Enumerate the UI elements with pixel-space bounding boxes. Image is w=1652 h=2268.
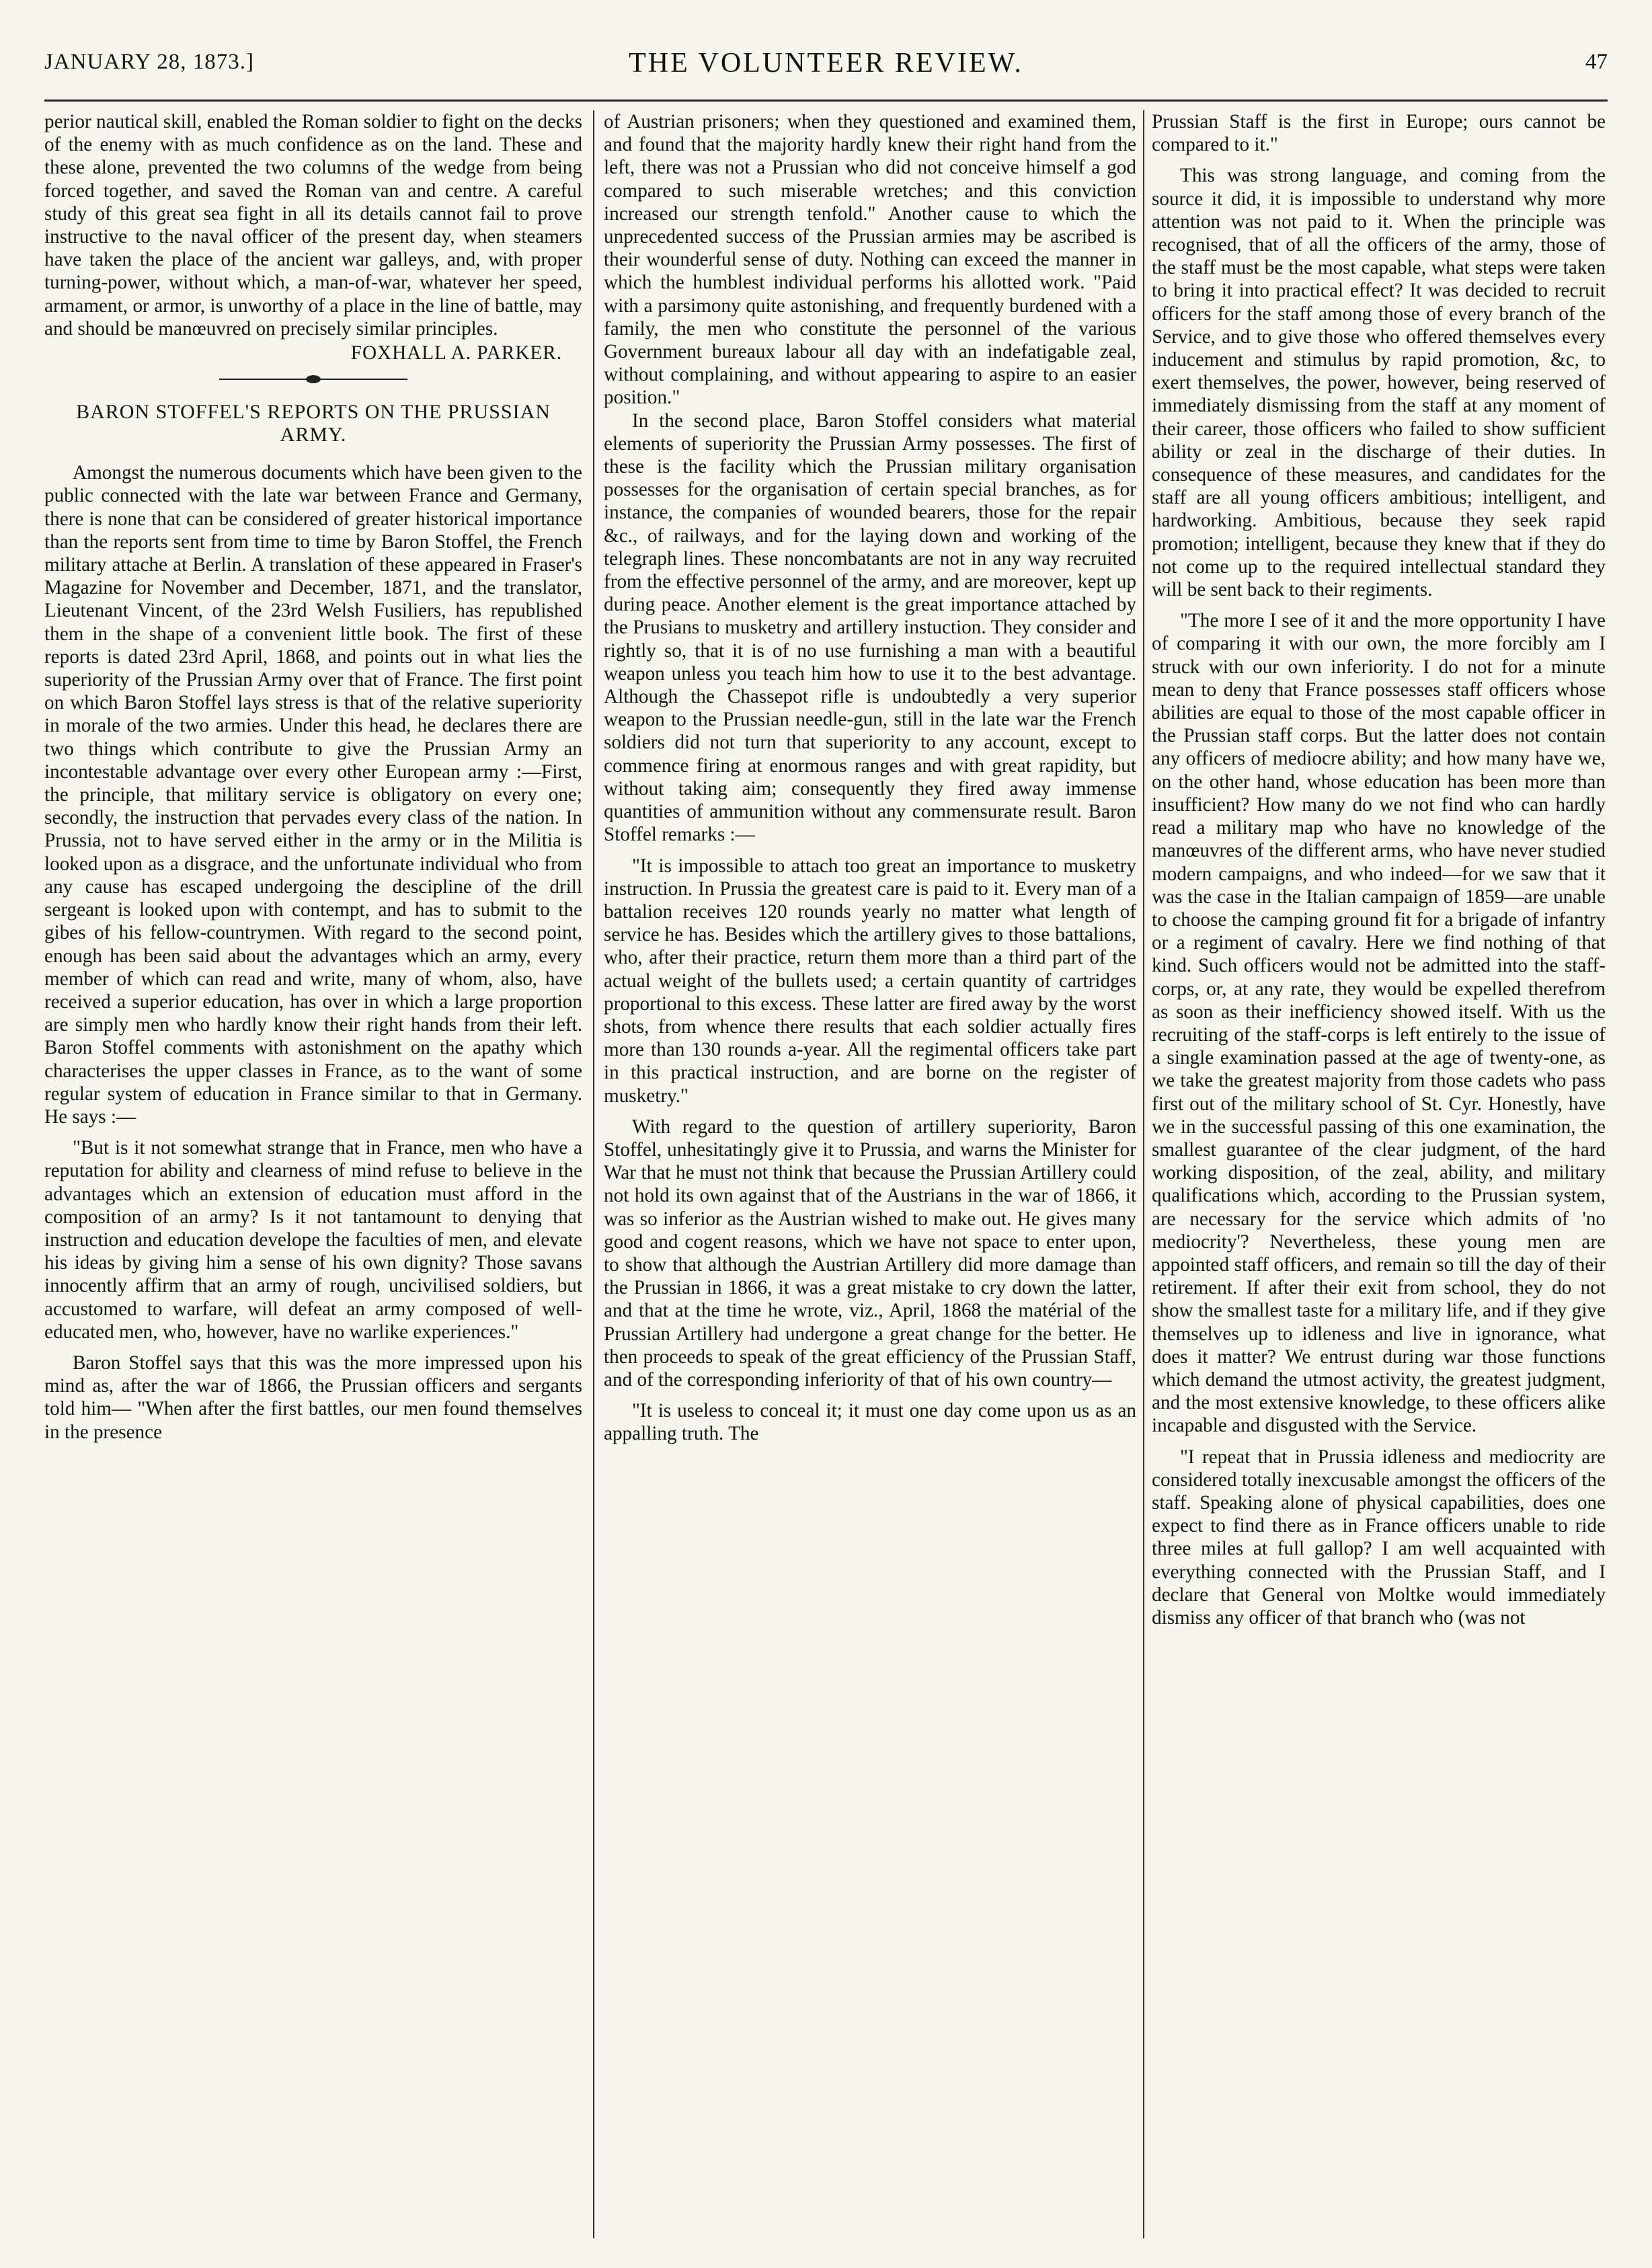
paragraph: perior nautical skill, enabled the Roman soldier to fight on the decks of the enemy with as much confidence as on the land. These and these alone, prevented the two columns of the wedge from being forced together, and saved the Roman van and centre. A careful study of this great sea fight in all its details cannot fail to prove instructive to the naval officer of the present day, when steamers have taken the place of the ancient war galleys, and, with proper turning-power, without which, a man-of-war, whatever her speed, armament, or armor, is unworthy of a place in the line of battle, may and should be manœuvred on precisely similar principles.: [44, 111, 582, 340]
paragraph: This was strong language, and coming from the source it did, it is impossible to understand why more attention was not paid to it. When the principle was recognised, that of all the officers of the army, those of the staff must be the most capable, what steps were taken to bring it into practical effect? It was decided to recruit officers for the staff among those of every branch of the Service, and to give those who offered themselves every inducement and stimulus by rapid promotion, &c, to exert themselves, the power, however, being reserved of immediately dismissing from the staff at any moment of their career, those officers who failed to show sufficient ability or zeal in the discharge of their duties. In consequence of these measures, and candidates for the staff are all young officers ambitious; intelligent, and hardworking. Ambitious, because they seek rapid promotion; intelligent, because they knew that if they do not come up to the required intellectual standard they will be sent back to their regiments.: [1152, 165, 1606, 601]
quote-paragraph: "I repeat that in Prussia idleness and mediocrity are considered totally inexcusable amongst the officers of the staff. Speaking alone of physical capabilities, does one expect to find there as in France officers unable to ride three miles at full gallop? I am well acquainted with everything connected with the Prussian Staff, and I declare that General von Moltke would immediately dismiss any officer of that branch who (was not: [1152, 1446, 1606, 1629]
quote-paragraph: "But is it not somewhat strange that in France, men who have a reputation for ability and clearness of mind refuse to believe in the advantages which an extension of education must afford in the composition of an army? Is it not tantamount to denying that instruction and education develope the faculties of men, and elevate his ideas by giving him a sense of his own dignity? Those savans innocently affirm that an army of rough, uncivilised soldiers, but accustomed to warfare, will defeat an army composed of well-educated men, who, however, have no warlike experiences.": [44, 1137, 582, 1343]
signature: FOXHALL A. PARKER.: [350, 342, 562, 364]
paragraph: Amongst the numerous documents which have been given to the public connected with the late war between France and Germany, there is none that can be considered of greater historical importance than the reports sent from time to time by Baron Stoffel, the French military attache at Berlin. A translation of these appeared in Fraser's Magazine for November and December, 1871, and the translator, Lieutenant Vincent, of the 23rd Welsh Fusiliers, has republished them in the shape of a convenient little book. The first of these reports is dated 23rd April, 1868, and points out in what lies the superiority of the Prussian Army over that of France. The first point on which Baron Stoffel lays stress is that of the relative superiority in morale of the two armies. Under this head, he declares there are two things which contribute to give the Prussian Army an incontestable advantage over every other European army :—First, the principle, that military service is obligatory on every one; secondly, the instruction that pervades every class of the nation. In Prussia, not to have served either in the army or in the Militia is looked upon as a disgrace, and the unfortunate individual who from any cause has escaped undergoing the descipline of the drill sergeant is looked upon with contempt, and has to submit to the gibes of his fellow-countrymen. With regard to the second point, enough has been said about the advantages which an army, every member of which can read and write, many of whom, also, have received a superior education, has over in which a large proportion are simply men who hardly know their right hands from their left. Baron Stoffel comments with astonishment on the apathy which characterises the upper classes in France, as to the want of some regular system of education in France similar to that in Germany. He says :—: [44, 462, 582, 1128]
header-date: JANUARY 28, 1873.]: [44, 50, 254, 74]
article-title: BARON STOFFEL'S REPORTS ON THE PRUSSIAN ARMY.: [76, 401, 551, 446]
header-page-number: 47: [1585, 50, 1608, 74]
paragraph: Baron Stoffel says that this was the more impressed upon his mind as, after the war of 1866, the Prussian officers and sergants told him— "When after the first battles, our men found themselves in the presence: [44, 1352, 582, 1443]
quote-paragraph: "It is useless to conceal it; it must one day come upon us as an appalling truth. The: [604, 1400, 1136, 1445]
paragraph: of Austrian prisoners; when they questioned and examined them, and found that the majority hardly knew their right hand from the left, there was not a Prussian who did not conceive himself a god compared to such miserable wretches; and this conviction increased our strength tenfold." Another cause to which the unprecedented success of the Prussian armies may be ascribed is their wounderful sense of duty. Nothing can exceed the manner in which the humblest individual performs his allotted work. "Paid with a parsimony quite astonishing, and frequently burdened with a family, the men who constitute the personnel of the various Government bureaux labour all day with an indefatigable zeal, without complaining, and without appearing to aspire to an easier position.": [604, 111, 1136, 409]
column-divider: [1143, 110, 1144, 2238]
quote-paragraph: "The more I see of it and the more opportunity I have of comparing it with our own, the more forcibly am I struck with our own inferiority. I do not for a minute mean to deny that France possesses staff officers whose abilities are equal to those of the most capable officer in the Prussian staff corps. But the latter does not contain any officers of mediocre ability; and how many have we, on the other hand, whose education has been more than insufficient? How many do we not find who can hardly read a military map who have no knowledge of the manœuvres of the different arms, who have never studied modern campaigns, and who indeed—for we saw that it was the case in the Italian campaign of 1859—are unable to choose the camping ground fit for a brigade of infantry or a regiment of cavalry. Here we find nothing of that kind. Such officers would not be admitted into the staff-corps, or, at any rate, they would be expelled therefrom as soon as their inefficiency showed itself. With us the recruiting of the staff-corps is left entirely to the issue of a single examination passed at the age of twenty-one, as we take the greatest majority from those cadets who pass first out of the military school of St. Cyr. Honestly, have we in the successful passing of this one examination, the smallest guarantee of the clear judgment, of the hard working disposition, of the zeal, ability, and military qualifications which, according to the Prussian system, are necessary for the service which admits of 'no mediocrity'? Nevertheless, these young men are appointed staff officers, and remain so till the day of their retirement. If after their exit from school, they do not show the smallest taste for a military life, and if they give themselves up to idleness and live in ignorance, what does it matter? We entrust during war those functions which demand the utmost activity, the greatest judgment, and the most extensive knowledge, to these officers alike incapable and disgusted with the Service.: [1152, 610, 1606, 1437]
header-rule: [44, 100, 1608, 102]
quote-paragraph: "It is impossible to attach too great an importance to musketry instruction. In Prussia the greatest care is paid to it. Every man of a battalion receives 120 rounds yearly no matter what length of service he has. Besides which the artillery gives to those battalions, who, after their practice, return them more than a third part of the actual weight of the bullets used; a certain quantity of cartridges proportional to this excess. These latter are fired away by the worst shots, from whence there results that each soldier actually fires more than 130 rounds a-year. All the regimental officers take part in this practical instruction, and are borne on the register of musketry.": [604, 855, 1136, 1107]
paragraph: Prussian Staff is the first in Europe; ours cannot be compared to it.": [1152, 111, 1606, 156]
column-divider: [593, 110, 594, 2238]
section-divider: [44, 375, 582, 383]
column-1: [44, 110, 582, 2242]
page-header: [44, 47, 1608, 97]
header-title: THE VOLUNTEER REVIEW.: [629, 48, 1023, 79]
column-3: [1152, 110, 1606, 2242]
column-2: [604, 110, 1136, 2242]
paragraph: With regard to the question of artillery superiority, Baron Stoffel, unhesitatingly give it to Prussia, and warns the Minister for War that he must not think that because the Prussian Artillery could not hold its own against that of the Austrians in the war of 1866, it was so inferior as the Austrian wished to make out. He gives many good and cogent reasons, which we have not space to enter upon, to show that although the Austrian Artillery did more damage than the Prussian in 1866, it was a great mistake to cry down the latter, and that at the time he wrote, viz., April, 1868 the matérial of the Prussian Artillery had undergone a great change for the better. He then proceeds to speak of the great efficiency of the Prussian Staff, and of the corresponding inferiority of that of his own country—: [604, 1116, 1136, 1391]
paragraph: In the second place, Baron Stoffel considers what material elements of superiority the Prussian Army possesses. The first of these is the facility which the Prussian military organisation possesses for the organisation of certain special branches, as for instance, the companies of wounded bearers, those for the repair &c., of railways, and for the laying down and working of the telegraph lines. These noncombatants are not in any way recruited from the effective personnel of the army, and are moreover, kept up during peace. Another element is the great importance attached by the Prusians to musketry and artillery instuction. They consider and rightly so, that it is of no use furnishing a man with a beautiful weapon unless you teach him how to use it to the best advantage. Although the Chassepot rifle is undoubtedly a very superior weapon to the Prussian needle-gun, still in the late war the French soldiers did not turn that superiority to any account, except to commence firing at enormous ranges and with great rapidity, but without taking aim; consequently they fired away immense quantities of ammunition without any commensurate result. Baron Stoffel remarks :—: [604, 409, 1136, 846]
